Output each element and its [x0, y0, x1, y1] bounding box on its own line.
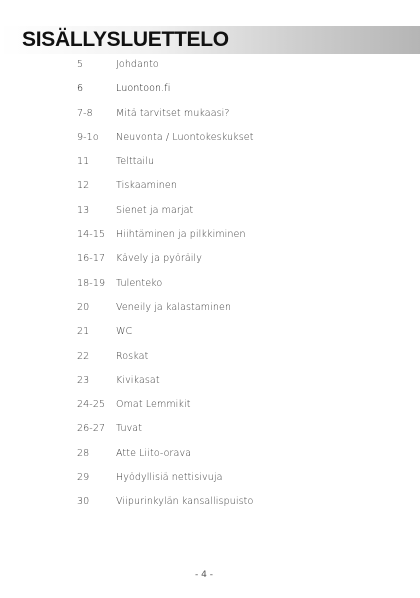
toc-row	[0, 177, 420, 201]
toc-page-number: 18-19	[77, 277, 106, 289]
toc-row	[0, 372, 420, 396]
toc-entry-title: Tulenteko	[116, 277, 163, 289]
toc-row	[0, 420, 420, 444]
footer-page-number: - 4 -	[195, 570, 213, 580]
toc-row	[0, 153, 420, 177]
toc-page-number: 24-25	[77, 399, 106, 411]
toc-page-number: 6	[77, 83, 84, 95]
toc-entry-title: Hyödyllisiä nettisivuja	[116, 472, 223, 484]
toc-page-number: 28	[77, 447, 90, 459]
toc-page-number: 30	[77, 496, 90, 508]
toc-page-number: 20	[77, 301, 90, 313]
toc-entry-title: Tiskaaminen	[116, 180, 177, 192]
toc-row	[0, 348, 420, 372]
toc-page-number: 23	[77, 374, 90, 386]
toc-row	[0, 129, 420, 153]
toc-page-number: 21	[77, 326, 90, 338]
toc-page-number: 13	[77, 204, 90, 216]
toc-row	[0, 250, 420, 274]
toc-row	[0, 105, 420, 129]
page-title: SISÄLLYSLUETTELO	[22, 28, 229, 51]
toc-page-number: 22	[77, 350, 90, 362]
toc-entry-title: Atte Liito-orava	[116, 447, 192, 459]
toc-entry-title: Johdanto	[116, 59, 159, 70]
toc-entry-title: Hiihtäminen ja pilkkiminen	[116, 229, 246, 241]
toc-entry-title: Sienet ja marjat	[116, 204, 194, 216]
toc-entry-title: Telttailu	[116, 156, 155, 168]
toc-row	[0, 202, 420, 226]
toc-page-number: 12	[77, 180, 90, 192]
toc-entry-title: Tuvat	[116, 423, 143, 435]
toc-page-number: 16-17	[77, 253, 106, 265]
toc-row	[0, 445, 420, 469]
toc-page-number: 7-8	[77, 107, 93, 119]
toc-page-number: 9-1o	[77, 131, 99, 143]
toc-entry-title: Luontoon.fi	[116, 83, 171, 95]
toc-entry-title: Neuvonta / Luontokeskukset	[116, 131, 254, 143]
toc-page-number: 29	[77, 472, 90, 484]
table-of-contents	[0, 56, 420, 518]
toc-entry-title: Veneily ja kalastaminen	[116, 301, 232, 313]
toc-row	[0, 226, 420, 250]
toc-page-number: 14-15	[77, 229, 106, 241]
toc-entry-title: Viipurinkylän kansallispuisto	[116, 496, 254, 508]
page-footer	[0, 570, 420, 580]
toc-page-number: 11	[77, 156, 90, 168]
toc-entry-title: Roskat	[116, 350, 149, 362]
toc-row	[0, 493, 420, 517]
toc-row	[0, 469, 420, 493]
toc-entry-title: Omat Lemmikit	[116, 399, 191, 411]
toc-page-number: 26-27	[77, 423, 106, 435]
toc-row	[0, 275, 420, 299]
toc-entry-title: WC	[116, 326, 133, 338]
toc-row	[0, 323, 420, 347]
toc-row	[0, 396, 420, 420]
toc-row	[0, 80, 420, 104]
toc-page-number: 5	[77, 59, 84, 70]
toc-entry-title: Kävely ja pyöräily	[116, 253, 203, 265]
toc-entry-title: Mitä tarvitset mukaasi?	[116, 107, 230, 119]
toc-row	[0, 299, 420, 323]
toc-entry-title: Kivikasat	[116, 374, 160, 386]
toc-row	[0, 56, 420, 80]
